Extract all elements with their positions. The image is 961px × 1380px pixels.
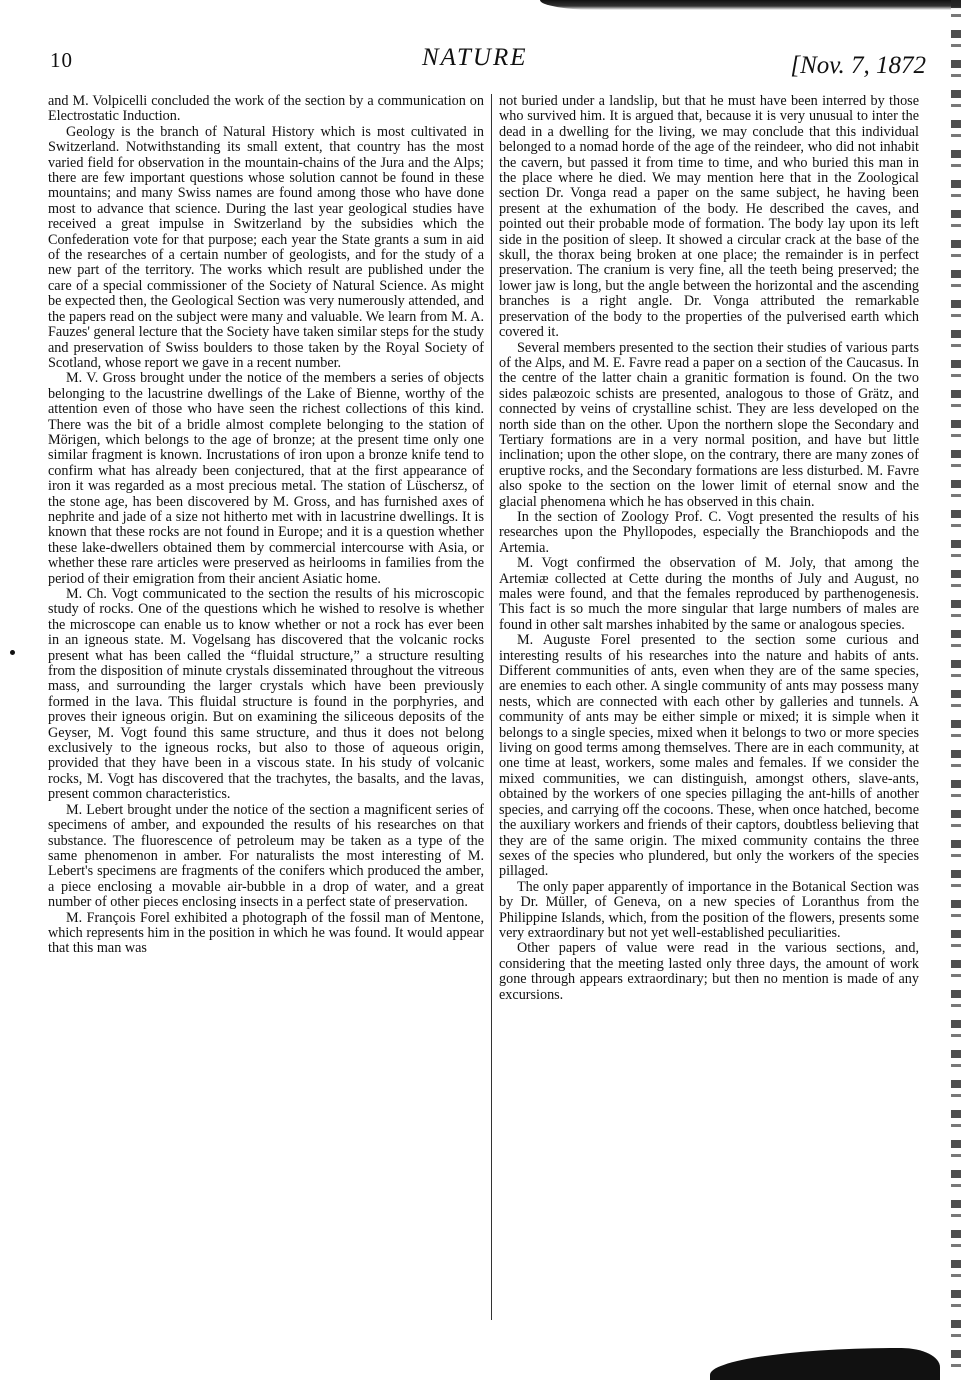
paragraph: Other papers of value were read in the various sections, and, considering that the meeting lasted only three days, the amount of work gone through appears extraordinary; but then no mention is made of any excursions.: [499, 940, 919, 1003]
paragraph: Several members presented to the section their studies of various parts of the Alps, and M. E. Favre read a paper on a section of the Caucasus. In the centre of the latter chain a granitic formation is found. On the two sides palæozoic schists are presented, analogous to those of Grätz, and connected by veins of crystalline schist. They are less developed on the north side than on the other. Upon the northern slope the Secondary and Tertiary formations are in a very normal position, and have but little inclination; upon the other slope, on the contrary, there are many zones of eruptive rocks, and the Secondary formations are less disturbed. M. Favre also spoke to the section on the lower limit of eternal snow and the glacial phenomena which he has observed in this chain.: [499, 339, 919, 510]
column-divider: [491, 94, 492, 1320]
scan-edge-right: [951, 0, 961, 1380]
journal-title: NATURE: [422, 44, 528, 71]
paragraph: M. Ch. Vogt communicated to the section the results of his microscopic study of rocks. One of the questions which he wished to resolve is whether the microscope can enable us to know whether or not a rock has ever been in an igneous state. M. Vogelsang has discovered that the volcanic rocks present what has been called the “fluidal structure,” a structure resulting from the disposition of minute crystals disseminated throughout the vitreous mass, and surrounding the larger crystals which have been previously formed in the lava. This fluidal structure is found in the porphyries, and proves their igneous origin. But on examining the siliceous deposits of the Geyser, M. Vogt found this same structure, and thus it does not belong exclusively to the igneous rocks, but also to those of aqueous origin, provided that they have been in a viscous state. In his study of volcanic rocks, M. Vogt has discovered that the trachytes, the basalts, and the lavas, present common characteristics.: [48, 586, 484, 803]
paragraph: Geology is the branch of Natural History which is most cultivated in Switzerland. Notwithstanding its small extent, that country has the most varied field for observation in the mountain-chains of the Jura and the Alps; there are few important questions whose solution cannot be found in these mountains; and many Swiss names are found among those who have done most to advance that science. During the last year geological studies have received a great impulse in Switzerland by the subsidies which the Confederation vote for that purpose; each year the State grants a sum in aid of the researches of a certain number of geologists, and for the study of a new part of the territory. The works which result are published under the care of a special commissioner of the Society of Natural Science. As might be expected then, the Geological Section was very numerously attended, and the papers read on the subject were many and valuable. We learn from M. A. Fauzes' general lecture that the Society have taken similar steps for the study and preservation of Swiss boulders to those taken by the Royal Society of Scotland, whose report we gave in a recent number.: [48, 123, 484, 371]
paragraph: not buried under a landslip, but that he must have been interred by those who survived him. It is argued that, because it is very unusual to inter the dead in a dwelling for the living, we may conclude that this individual belonged to a nomad horde of the age of the reindeer, who did not inhabit the cavern, but passed it from time to time, and who buried this man in the place where he died. We may mention here that in the Zoological section Dr. Vonga read a paper on the same subject, he having been present at the exhumation of the body. He described the caves, and pointed out their probable mode of formation. The body lay upon its left side in the position of sleep. It showed a circular crack at the base of the skull, the thorax being broken at one place; the remainder is in perfect preservation. The cranium is very fine, all the teeth being preserved; the lower jaw is long, but the angle between the horizontal and the ascending branches is a right angle. Dr. Vonga attributed the remarkable preservation of the body to the properties of the pulverised earth which covered it.: [499, 93, 919, 341]
page-number: 10: [50, 48, 73, 72]
paragraph: M. V. Gross brought under the notice of the members a series of objects belonging to the lacustrine dwellings of the Lake of Bienne, worthy of the attention even of those who have seen the richest collections of this kind. There was the bit of a bridle almost complete belonging to the station of Mörigen, which belongs to the age of bronze; at the present time only one similar fragment is known. Incrustations of iron upon a bronze knife tend to confirm what has already been conjectured, that at the first appearance of iron it was regarded as a most precious metal. The station of Lüschersz, of the stone age, has been discovered by M. Gross, and has furnished axes of nephrite and jade of a size not hitherto met with in lacustrine dwellings. It is known that these rocks are not found in Europe; and it is a question whether these lake-dwellers obtained them by commercial intercourse with Asia, or whether these rare articles were preserved as heirlooms in families from the period of their emigration from their ancient Asiatic home.: [48, 370, 484, 587]
paragraph: M. François Forel exhibited a photograph of the fossil man of Mentone, which represents him in the position in which he was found. It would appear that this man was: [48, 909, 484, 957]
left-column: [48, 94, 484, 957]
page-header: [50, 44, 926, 84]
paragraph: M. Vogt confirmed the observation of M. Joly, that among the Artemiæ collected at Cette during the months of July and August, no males were found, and that the females reproduced by parthenogenesis. This fact is so much the more singular that large numbers of males are found in other salt marshes inhabited by the same or analogous species.: [499, 555, 919, 633]
paragraph: In the section of Zoology Prof. C. Vogt presented the results of his researches upon the Phyllopodes, especially the Branchiopods and the Artemia.: [499, 508, 919, 556]
scan-shadow-bottom: [710, 1348, 940, 1380]
scan-speck: [10, 650, 15, 655]
issue-date: [Nov. 7, 1872: [790, 52, 926, 79]
paragraph: The only paper apparently of importance in the Botanical Section was by Dr. Müller, of Geneva, on a new species of Loranthus from the Philippine Islands, which, from the position of the flowers, presents some very extraordinary but not yet well-established peculiarities.: [499, 878, 919, 941]
right-column: [499, 94, 919, 1003]
paragraph: and M. Volpicelli concluded the work of the section by a communication on Electrostatic Induction.: [48, 93, 484, 125]
paragraph: M. Lebert brought under the notice of the section a magnificent series of specimens of amber, and expounded the results of his researches on that substance. The fluorescence of petroleum may be taken as a type of the same phenomenon in amber. For naturalists the most interesting of M. Lebert's specimens are fragments of the conifers which produced the amber, a piece enclosing a movable air-bubble in a drop of water, and a great number of other pieces enclosing insects in a perfect state of preservation.: [48, 801, 484, 911]
scan-shadow-top: [540, 0, 961, 10]
paragraph: M. Auguste Forel presented to the section some curious and interesting results of his researches into the nature and habits of ants. Different communities of ants, even when they are of the same species, are enemies to each other. A single community of ants may possess many nests, which are connected with each other by galleries and tunnels. A community of ants may be either simple or mixed; it is simple when it belongs to a single species, mixed when it belongs to two or more species living on good terms among themselves. There are in each community, at one time at least, workers, some males and females. If we consider the mixed communities, we can distinguish, amongst others, slave-ants, obtained by the workers of one species pillaging the ant-hills of another species, and carrying off the cocoons. These, when once hatched, become the auxiliary workers and friends of their captors, doubtless believing that they are of the same origin. The mixed community contains the three sexes of the species who plundered, but only the workers of the species pillaged.: [499, 632, 919, 880]
